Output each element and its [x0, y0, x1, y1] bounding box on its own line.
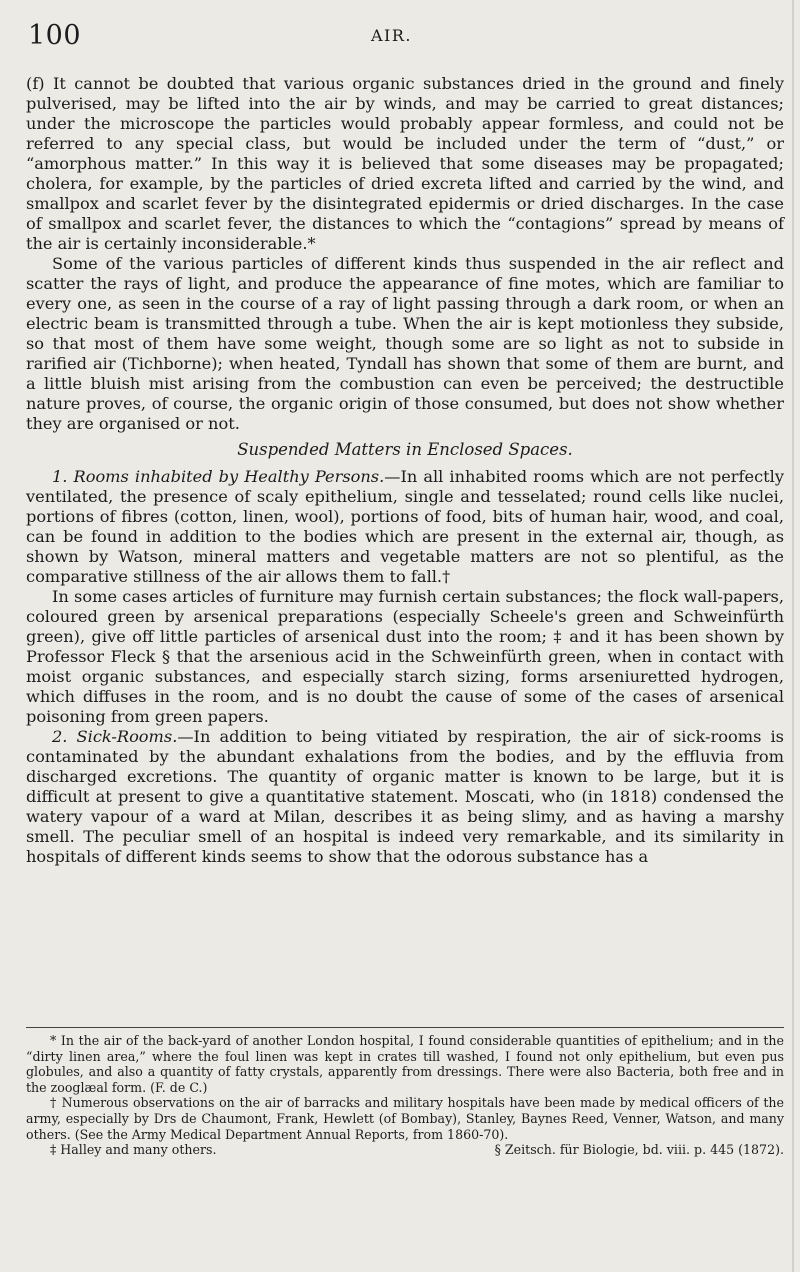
footnotes [26, 1033, 784, 1158]
footnote-dagger: † Numerous observations on the air of barracks and military hospitals have been made by medical officers of the army, especially by Drs de Chaumont, Frank, Hewlett (of Bombay), Stanley, Baynes Reed, Venner, Watson, and many others. (See the Army Medical Department Annual Reports, from 1860-70). [26, 1095, 784, 1142]
paragraph-sick-rooms [26, 727, 784, 867]
page-number: 100 [28, 20, 82, 51]
paragraph-sick-rooms-text: —In addition to being vitiated by respiration, the air of sick-rooms is contaminated by the abundant exhalations from the bodies, and by the effluvia from discharged excretions. The quantity of organic matter is known to be large, but it is difficult at present to give a quantitative statement. Moscati, who (in 1818) condensed the watery vapour of a ward at Milan, describes it as being slimy, and as having a marshy smell. The peculiar smell of an hospital is indeed very remarkable, and its similarity in hospitals of different kinds seems to show that the odorous substance has a [26, 727, 784, 866]
section-title: Suspended Matters in Enclosed Spaces. [237, 440, 573, 459]
paragraph-arsenical-papers: In some cases articles of furniture may furnish certain substances; the flock wall-papers, coloured green by arsenical preparations (especially Scheele's green and Schweinfürth green), give off little particles of arsenical dust into the room; ‡ and it has been shown by Professor Fleck § that the arsenious acid in the Schweinfürth green, when in contact with moist organic substances, and especially starch sizing, forms arseniuretted hydrogen, which diffuses in the room, and is no doubt the cause of some of the cases of arsenical poisoning from green papers. [26, 587, 784, 726]
footnote-divider [26, 1027, 784, 1028]
paragraph-inhabited-rooms [26, 467, 784, 587]
paragraph-dust: (f) It cannot be doubted that various organic substances dried in the ground and finely pulverised, may be lifted into the air by winds, and may be carried to great distances; under the microscope the particles would probably appear formless, and could not be referred to any special class, but would be included under the term of “dust,” or “amorphous matter.” In this way it is believed that some diseases may be propagated; cholera, for example, by the particles of dried excreta lifted and carried by the wind, and smallpox and scarlet fever by the disintegrated epidermis or dried discharges. In the case of smallpox and scarlet fever, the distances to which the “contagions” spread by means of the air is certainly inconsiderable.* [26, 74, 784, 253]
footnote-row [26, 1142, 784, 1158]
page-edge [792, 0, 794, 1272]
main-text [26, 74, 784, 867]
footnote-double-dagger: ‡ Halley and many others. [50, 1142, 217, 1158]
footnote-section: § Zeitsch. für Biologie, bd. viii. p. 445 (1872). [494, 1142, 784, 1158]
paragraph-motes: Some of the various particles of different kinds thus suspended in the air reflect and scatter the rays of light, and produce the appearance of fine motes, which are familiar to every one, as seen in the course of a ray of light passing through a dark room, or when an electric beam is transmitted through a tube. When the air is kept motionless they subside, so that most of them have some weight, though some are so light as not to subside in rarified air (Tichborne); when heated, Tyndall has shown that some of them are burnt, and a little bluish mist arising from the combustion can even be perceived; the destructible nature proves, of course, the organic origin of those consumed, but does not show whether they are organised or not. [26, 254, 784, 433]
subheading-inhabited-rooms: 1. Rooms inhabited by Healthy Persons. [52, 467, 385, 486]
subheading-sick-rooms: 2. Sick-Rooms. [52, 727, 178, 746]
running-title: AIR. [371, 26, 413, 45]
footnote-star: * In the air of the back-yard of another London hospital, I found considerable quantities of epithelium; and in the “dirty linen area,” where the foul linen was kept in crates till washed, I found not only epithelium, but even pus globules, and also a quantity of fatty crystals, apparently from dressings. There were also Bacteria, both free and in the zooglæal form. (F. de C.) [26, 1033, 784, 1095]
paragraph-inhabited-rooms-text: —In all inhabited rooms which are not perfectly ventilated, the presence of scaly epithelium, single and tesselated; round cells like nuclei, portions of fibres (cotton, linen, wool), portions of food, bits of human hair, wood, and coal, can be found in addition to the bodies which are present in the external air, though, as shown by Watson, mineral matters and vegetable matters are not so plentiful, as the comparative stillness of the air allows them to fall.† [26, 467, 784, 586]
